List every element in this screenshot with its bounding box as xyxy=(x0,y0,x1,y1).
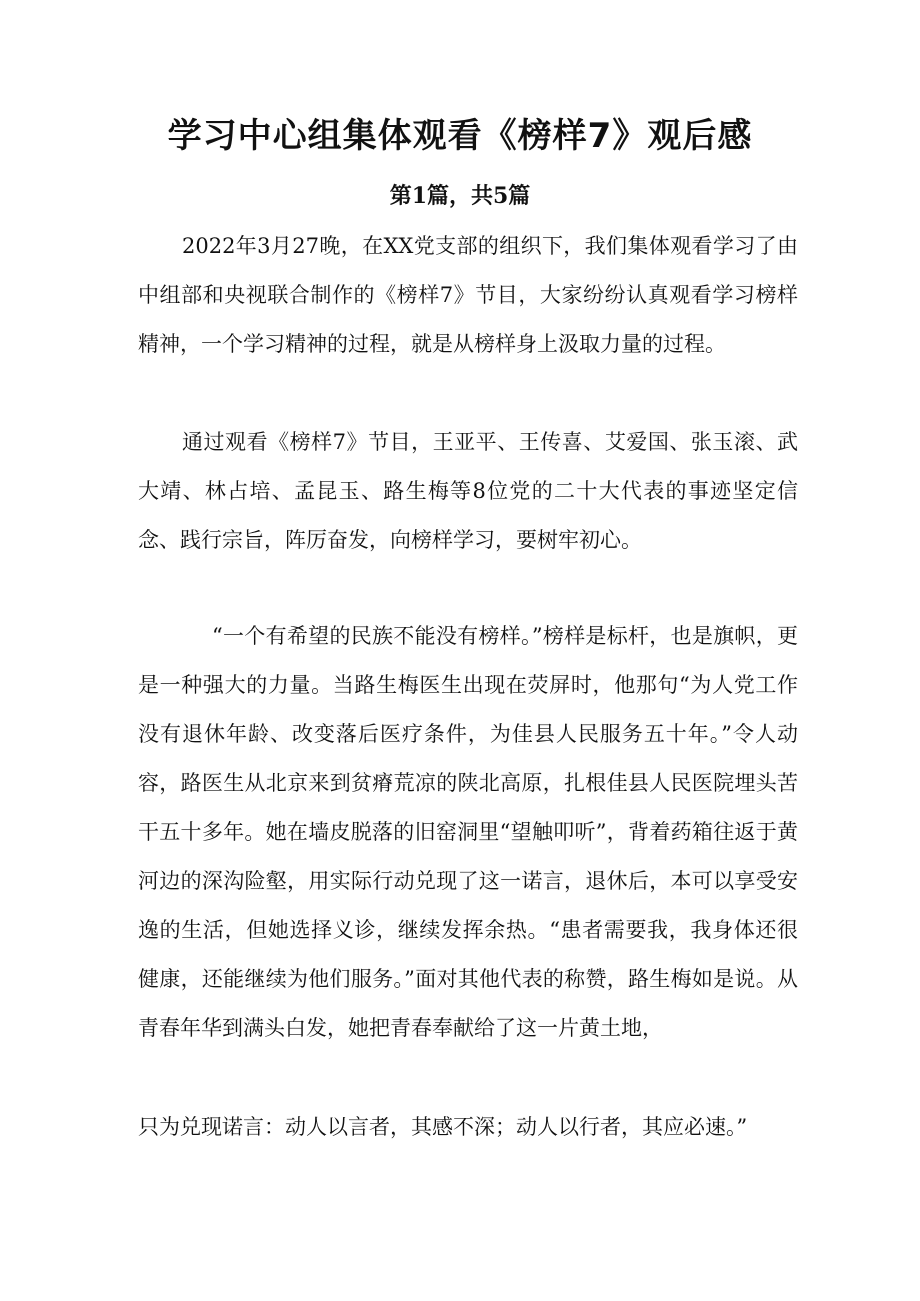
document-subtitle: 第1篇，共5篇 xyxy=(389,183,531,209)
paragraph-4: 只为兑现诺言：动人以言者，其感不深；动人以行者，其应必速。” xyxy=(138,1115,748,1139)
paragraph-1: 2022年3月27晚，在XX党支部的组织下，我们集体观看学习了由中组部和央视联合制作的《榜样7》节目，大家纷纷认真观看学习榜样精神，一个学习精神的过程，就是从榜样身上汲取力量的过程。 xyxy=(138,234,798,356)
document-title: 学习中心组集体观看《榜样7》观后感 xyxy=(167,116,753,156)
paragraph-3: “一个有希望的民族不能没有榜样。”榜样是标杆，也是旗帜，更是一种强大的力量。当路生梅医生出现在荧屏时，他那句“为人党工作没有退休年龄、改变落后医疗条件，为佳县人民服务五十年。”令人动容，路医生从北京来到贫瘠荒凉的陕北高原，扎根佳县人民医院埋头苦干五十多年。她在墙皮脱落的旧窑洞里“望触叩听”，背着药箱往返于黄河边的深沟险壑，用实际行动兑现了这一诺言，退休后，本可以享受安逸的生活，但她选择义诊，继续发挥余热。“患者需要我，我身体还很健康，还能继续为他们服务。”面对其他代表的称赞，路生梅如是说。从青春年华到满头白发，她把青春奉献给了这一片黄土地， xyxy=(138,624,798,1040)
paragraph-2: 通过观看《榜样7》节目，王亚平、王传喜、艾爱国、张玉滚、武大靖、林占培、孟昆玉、路生梅等8位党的二十大代表的事迹坚定信念、践行宗旨，阵厉奋发，向榜样学习，要树牢初心。 xyxy=(138,430,798,552)
